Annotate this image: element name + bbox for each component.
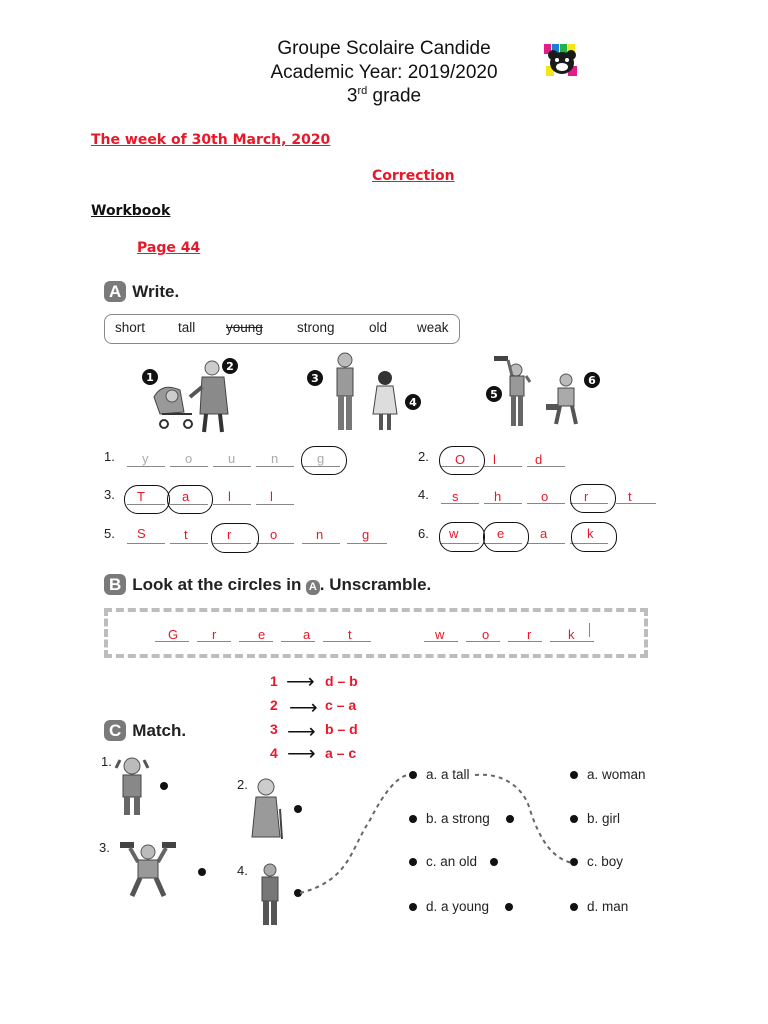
- grade-number: 3: [346, 85, 358, 107]
- match-right-c: c. boy: [587, 854, 624, 869]
- grade-word: grade: [372, 85, 422, 107]
- row4-letter: o: [541, 489, 549, 504]
- section-a-heading: [104, 281, 179, 302]
- row-number-1: 1.: [104, 449, 115, 464]
- answer-item: 2 ⟶ c – a: [270, 697, 357, 719]
- word-bank-item: old: [369, 320, 388, 335]
- page-label: Page 44: [137, 240, 201, 256]
- row-number-4: 4.: [418, 487, 429, 502]
- section-b-heading: [104, 574, 431, 595]
- person-number-1: 1.: [101, 754, 112, 769]
- row-number-5: 5.: [104, 526, 115, 541]
- match-left-b: b. a strong: [426, 811, 490, 826]
- week-title: The week of 30th March, 2020: [91, 132, 331, 148]
- old-woman-illustration: [246, 775, 288, 843]
- answer-circle: [571, 522, 617, 552]
- word-bank-item: strong: [297, 320, 335, 335]
- grade-superscript: rd: [357, 85, 368, 97]
- word-bank: [104, 314, 460, 344]
- answer-item: 3 ⟶ b – d: [270, 721, 358, 743]
- row3-letter: l: [270, 489, 273, 504]
- row1-letter: u: [228, 451, 236, 466]
- row4-letter: r: [584, 489, 589, 504]
- row-number-2: 2.: [418, 449, 429, 464]
- match-dashed-lines: [290, 760, 590, 900]
- row1-letter: n: [271, 451, 279, 466]
- unscramble-letter: G: [168, 627, 179, 642]
- unscramble-letter: r: [212, 627, 217, 642]
- row5-letter: r: [227, 527, 232, 542]
- person-number-4: 4.: [237, 863, 248, 878]
- row2-letter: d: [535, 452, 543, 467]
- section-c-heading: [104, 720, 186, 741]
- match-left-a: a. a tall: [426, 767, 470, 782]
- answer-item: 4 ⟶ a – c: [270, 743, 357, 765]
- match-dot-left-d[interactable]: [409, 903, 417, 911]
- section-c-badge: C: [104, 720, 126, 741]
- row5-letter: o: [270, 527, 278, 542]
- row4-letter: h: [494, 489, 502, 504]
- section-b-title-pre: Look at the circles in: [132, 575, 302, 594]
- unscramble-letter: e: [258, 627, 266, 642]
- arrow-right-icon: ⟶: [286, 671, 315, 693]
- row5-letter: t: [184, 527, 188, 542]
- row6-letter: w: [449, 526, 459, 541]
- unscramble-box: [104, 608, 648, 658]
- illustration-tall-short: [303, 348, 423, 434]
- pic-number-4: 4: [409, 396, 417, 409]
- section-b-title-post: . Unscramble.: [319, 575, 432, 594]
- arrow-right-icon: ⟶: [289, 697, 318, 719]
- row5-letter: n: [316, 527, 324, 542]
- section-c-title: Match.: [132, 721, 187, 740]
- girl-illustration: [112, 754, 152, 820]
- section-b-badge: B: [104, 574, 126, 595]
- school-name: Groupe Scolaire Candide: [277, 38, 491, 59]
- row4-letter: s: [452, 489, 459, 504]
- unscramble-letter: w: [435, 627, 445, 642]
- word-bank-item: short: [115, 320, 146, 335]
- match-dot-person-1[interactable]: [160, 782, 168, 790]
- answer-circle: [439, 446, 485, 475]
- answer-circle: [211, 523, 259, 553]
- match-right-d: d. man: [587, 899, 629, 914]
- arrow-right-icon: ⟶: [287, 721, 316, 743]
- grade-line: [0, 85, 768, 107]
- row5-letter: g: [362, 527, 370, 542]
- answer-circle: [439, 522, 485, 552]
- illustration-strong-weak: [482, 352, 604, 432]
- row6-letter: a: [540, 526, 548, 541]
- row6-letter: e: [497, 526, 505, 541]
- strong-boy-illustration: [118, 838, 180, 902]
- word-bank-item: weak: [417, 320, 449, 335]
- answer-circle: [483, 522, 529, 552]
- row5-letter: S: [137, 526, 146, 541]
- pic-number-1: 1: [146, 371, 154, 384]
- answer-circle: [570, 484, 616, 513]
- section-b-inline-badge: A: [306, 580, 320, 595]
- match-right-b: b. girl: [587, 811, 621, 826]
- person-number-3: 3.: [99, 840, 110, 855]
- arrow-right-icon: ⟶: [287, 743, 316, 765]
- row4-letter: t: [628, 489, 632, 504]
- pic-number-5: 5: [490, 388, 498, 401]
- row3-letter: l: [228, 489, 231, 504]
- section-a-title: Write.: [132, 282, 180, 301]
- answer-circle: [301, 446, 347, 475]
- row-number-3: 3.: [104, 487, 115, 502]
- match-right-a: a. woman: [587, 767, 646, 782]
- match-dot-right-d[interactable]: [570, 903, 578, 911]
- row1-letter: o: [185, 451, 193, 466]
- unscramble-letter: o: [482, 627, 490, 642]
- illustration-grandpa-stroller: [132, 352, 252, 434]
- word-bank-item-crossed: young: [226, 320, 263, 335]
- row2-letter: O: [455, 452, 466, 467]
- academic-year: Academic Year: 2019/2020: [270, 62, 498, 83]
- unscramble-letter: t: [348, 627, 352, 642]
- workbook-label: Workbook: [91, 203, 171, 219]
- unscramble-letter: a: [303, 627, 311, 642]
- man-illustration: [256, 862, 286, 928]
- match-left-c: c. an old: [426, 854, 478, 869]
- row1-letter: g: [317, 451, 325, 466]
- unscramble-letter: k: [568, 627, 575, 642]
- pic-number-3: 3: [311, 372, 319, 385]
- row2-letter: l: [493, 452, 496, 467]
- person-number-2: 2.: [237, 777, 248, 792]
- match-left-d: d. a young: [426, 899, 490, 914]
- row1-letter: y: [142, 451, 149, 466]
- school-logo-icon: [542, 42, 582, 78]
- section-a-badge: A: [104, 281, 126, 302]
- row3-letter: a: [182, 489, 190, 504]
- correction-title: Correction: [372, 168, 455, 184]
- word-bank-item: tall: [178, 320, 196, 335]
- match-dot-left-d-end[interactable]: [505, 903, 513, 911]
- answer-circle: [124, 485, 170, 514]
- answer-item: 1 ⟶ d – b: [270, 671, 358, 693]
- row-number-6: 6.: [418, 526, 429, 541]
- match-dot-person-3[interactable]: [198, 868, 206, 876]
- answer-circle: [167, 485, 213, 514]
- pic-number-6: 6: [588, 374, 596, 387]
- pic-number-2: 2: [226, 360, 234, 373]
- row3-letter: T: [137, 489, 145, 504]
- unscramble-letter: r: [527, 627, 532, 642]
- row6-letter: k: [587, 526, 594, 541]
